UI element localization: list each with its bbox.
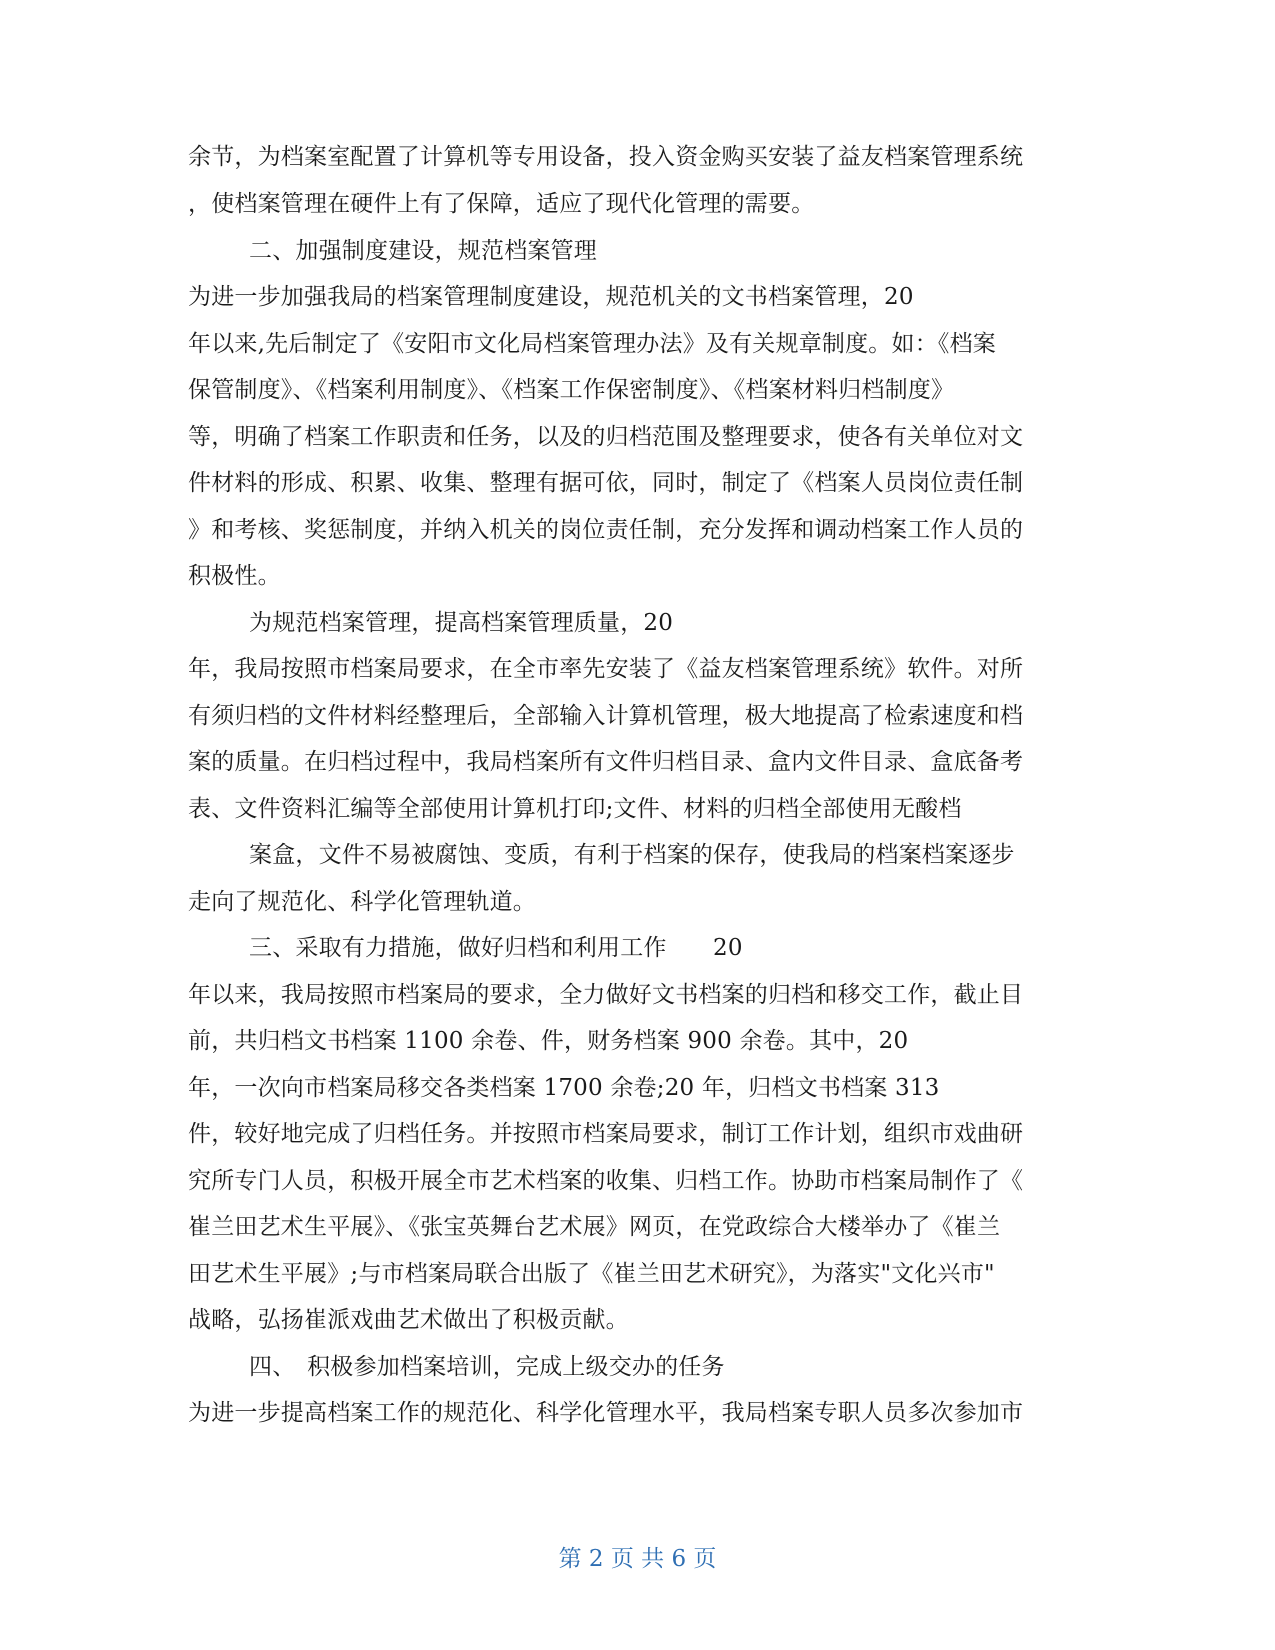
paragraph-line: 年，我局按照市档案局要求，在全市率先安装了《益友档案管理系统》软件。对所 <box>188 656 1024 682</box>
paragraph-line: 表、文件资料汇编等全部使用计算机打印;文件、材料的归档全部使用无酸档 <box>188 796 962 822</box>
section-heading: 三、采取有力措施，做好归档和利用工作 20 <box>249 935 743 961</box>
paragraph-line: 保管制度》、《档案利用制度》、《档案工作保密制度》、《档案材料归档制度》 <box>188 377 955 403</box>
paragraph-line: 为进一步加强我局的档案管理制度建设，规范机关的文书档案管理，20 <box>188 284 914 310</box>
paragraph-line: 走向了规范化、科学化管理轨道。 <box>188 889 536 915</box>
paragraph-line: 战略，弘扬崔派戏曲艺术做出了积极贡献。 <box>188 1307 629 1333</box>
paragraph-line: 等，明确了档案工作职责和任务，以及的归档范围及整理要求，使各有关单位对文 <box>188 424 1024 450</box>
paragraph-line: 案的质量。在归档过程中，我局档案所有文件归档目录、盒内文件目录、盒底备考 <box>188 749 1024 775</box>
paragraph-line: 余节，为档案室配置了计算机等专用设备，投入资金购买安装了益友档案管理系统 <box>188 144 1024 170</box>
paragraph-line: 为进一步提高档案工作的规范化、科学化管理水平，我局档案专职人员多次参加市 <box>188 1400 1024 1426</box>
paragraph-line: 积极性。 <box>188 563 281 589</box>
section-heading: 四、 积极参加档案培训，完成上级交办的任务 <box>249 1354 725 1380</box>
section-heading: 二、加强制度建设，规范档案管理 <box>249 238 597 264</box>
paragraph-line: 有须归档的文件材料经整理后，全部输入计算机管理，极大地提高了检索速度和档 <box>188 703 1024 729</box>
paragraph-line: 年，一次向市档案局移交各类档案 1700 余卷;20 年，归档文书档案 313 <box>188 1075 940 1101</box>
paragraph-line: 前，共归档文书档案 1100 余卷、件，财务档案 900 余卷。其中，20 <box>188 1028 909 1054</box>
paragraph-line: 案盒，文件不易被腐蚀、变质，有利于档案的保存，使我局的档案档案逐步 <box>249 842 1015 868</box>
paragraph-line: 件材料的形成、积累、收集、整理有据可依，同时，制定了《档案人员岗位责任制 <box>188 470 1024 496</box>
paragraph-line: 件，较好地完成了归档任务。并按照市档案局要求，制订工作计划，组织市戏曲研 <box>188 1121 1024 1147</box>
paragraph-line: 年以来,先后制定了《安阳市文化局档案管理办法》及有关规章制度。如：《档案 <box>188 331 997 357</box>
page-number-footer: 第 2 页 共 6 页 <box>558 1546 717 1572</box>
paragraph-line: 田艺术生平展》;与市档案局联合出版了《崔兰田艺术研究》，为落实"文化兴市" <box>188 1261 995 1287</box>
paragraph-line: 》和考核、奖惩制度，并纳入机关的岗位责任制，充分发挥和调动档案工作人员的 <box>188 517 1024 543</box>
paragraph-line: 为规范档案管理，提高档案管理质量，20 <box>249 610 674 636</box>
paragraph-line: ，使档案管理在硬件上有了保障，适应了现代化管理的需要。 <box>188 191 815 217</box>
paragraph-line: 年以来，我局按照市档案局的要求，全力做好文书档案的归档和移交工作，截止目 <box>188 982 1024 1008</box>
paragraph-line: 究所专门人员，积极开展全市艺术档案的收集、归档工作。协助市档案局制作了《 <box>188 1168 1024 1194</box>
paragraph-line: 崔兰田艺术生平展》、《张宝英舞台艺术展》网页，在党政综合大楼举办了《崔兰 <box>188 1214 1001 1240</box>
